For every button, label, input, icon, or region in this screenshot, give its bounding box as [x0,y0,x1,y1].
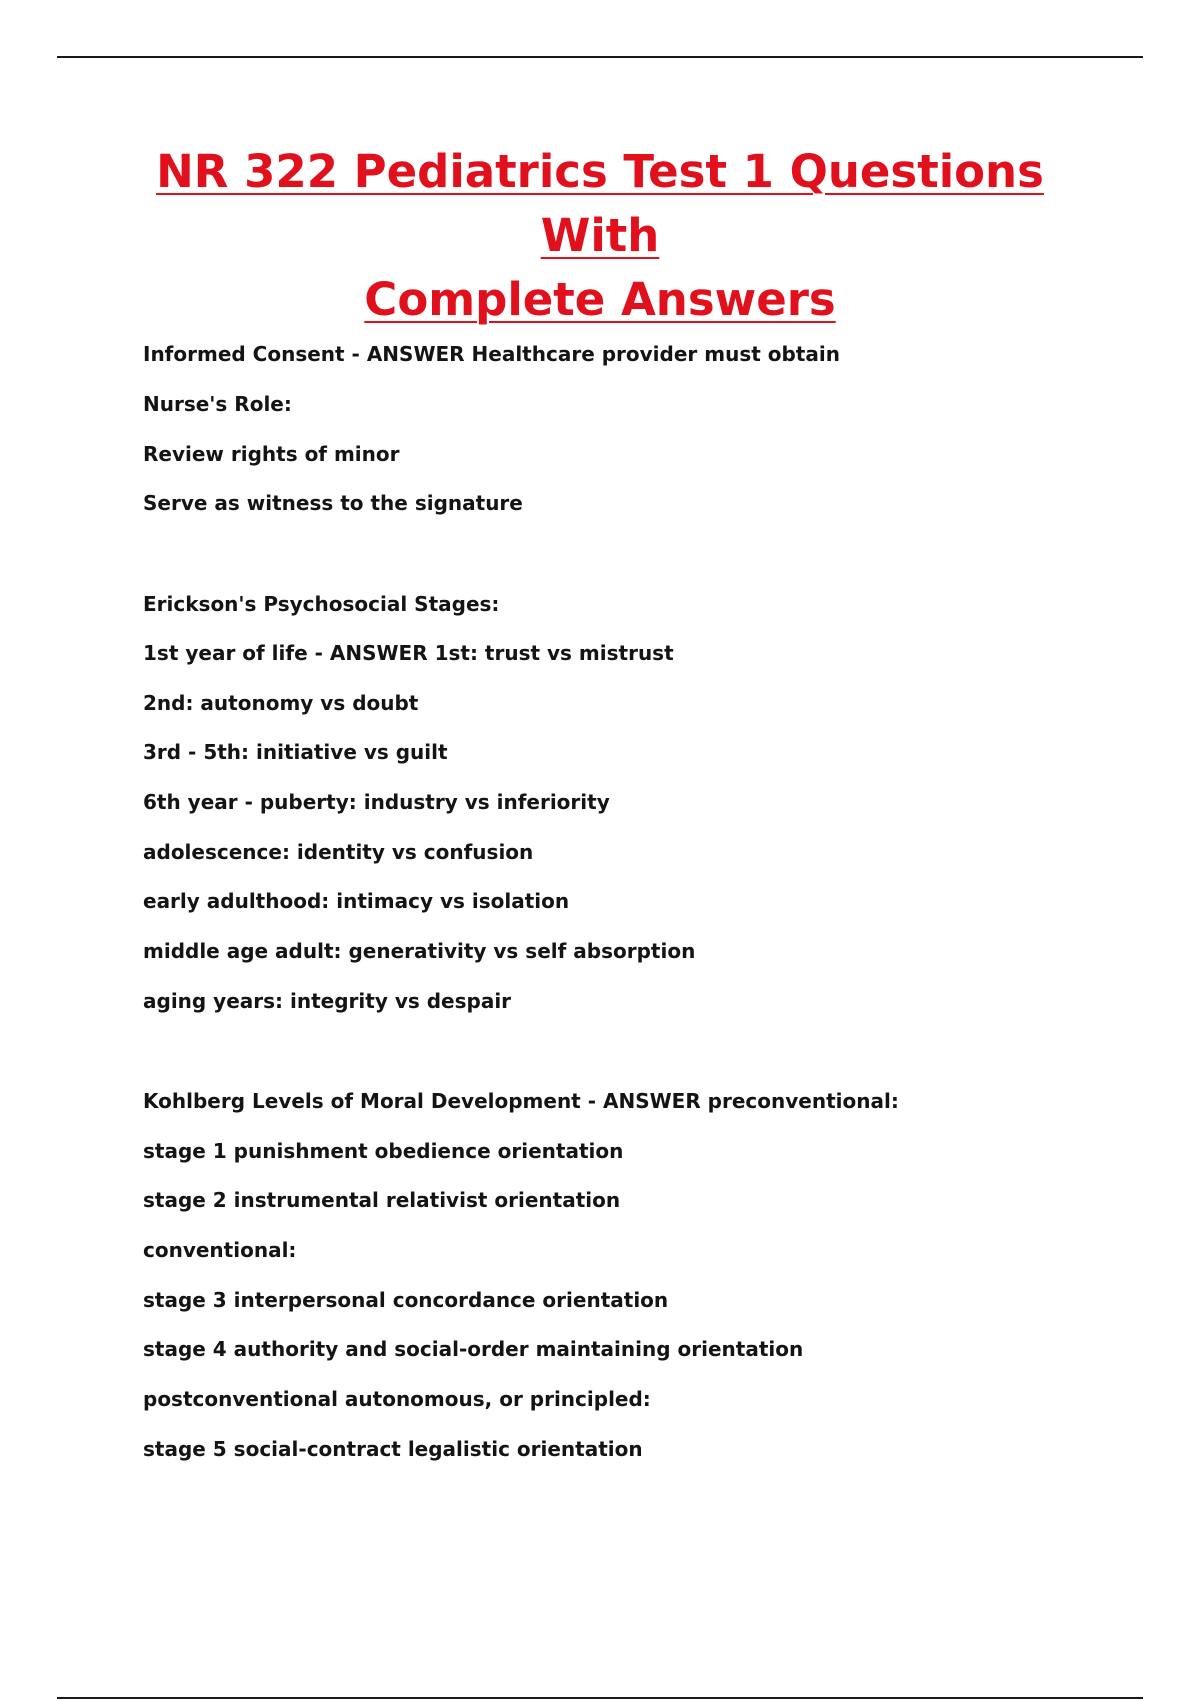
title-line-2: Complete Answers [364,273,836,326]
text-line: Erickson's Psychosocial Stages: [143,592,500,616]
text-line: 1st year of life - ANSWER 1st: trust vs mistrust [143,641,674,665]
text-line: Informed Consent - ANSWER Healthcare provider must obtain [143,342,840,366]
text-line: 6th year - puberty: industry vs inferiority [143,790,610,814]
text-line: Kohlberg Levels of Moral Development - ANSWER preconventional: [143,1089,899,1113]
text-line: stage 2 instrumental relativist orientation [143,1188,621,1212]
text-line: Serve as witness to the signature [143,491,523,515]
text-line: 3rd - 5th: initiative vs guilt [143,740,448,764]
text-line: aging years: integrity vs despair [143,989,512,1013]
text-line: middle age adult: generativity vs self absorption [143,939,696,963]
text-line: early adulthood: intimacy vs isolation [143,889,570,913]
text-line: stage 1 punishment obedience orientation [143,1139,624,1163]
bottom-rule [57,1697,1143,1699]
text-line: adolescence: identity vs confusion [143,840,534,864]
text-line: stage 4 authority and social-order maintaining orientation [143,1337,804,1361]
title-line-1: NR 322 Pediatrics Test 1 Questions With [156,145,1044,262]
text-line: Review rights of minor [143,442,400,466]
text-line: conventional: [143,1238,297,1262]
document-title [100,140,1100,332]
text-line: 2nd: autonomy vs doubt [143,691,419,715]
text-line: stage 5 social-contract legalistic orientation [143,1437,643,1461]
text-line: Nurse's Role: [143,392,292,416]
text-line: postconventional autonomous, or principled: [143,1387,651,1411]
text-line: stage 3 interpersonal concordance orientation [143,1288,669,1312]
top-rule [57,56,1143,58]
